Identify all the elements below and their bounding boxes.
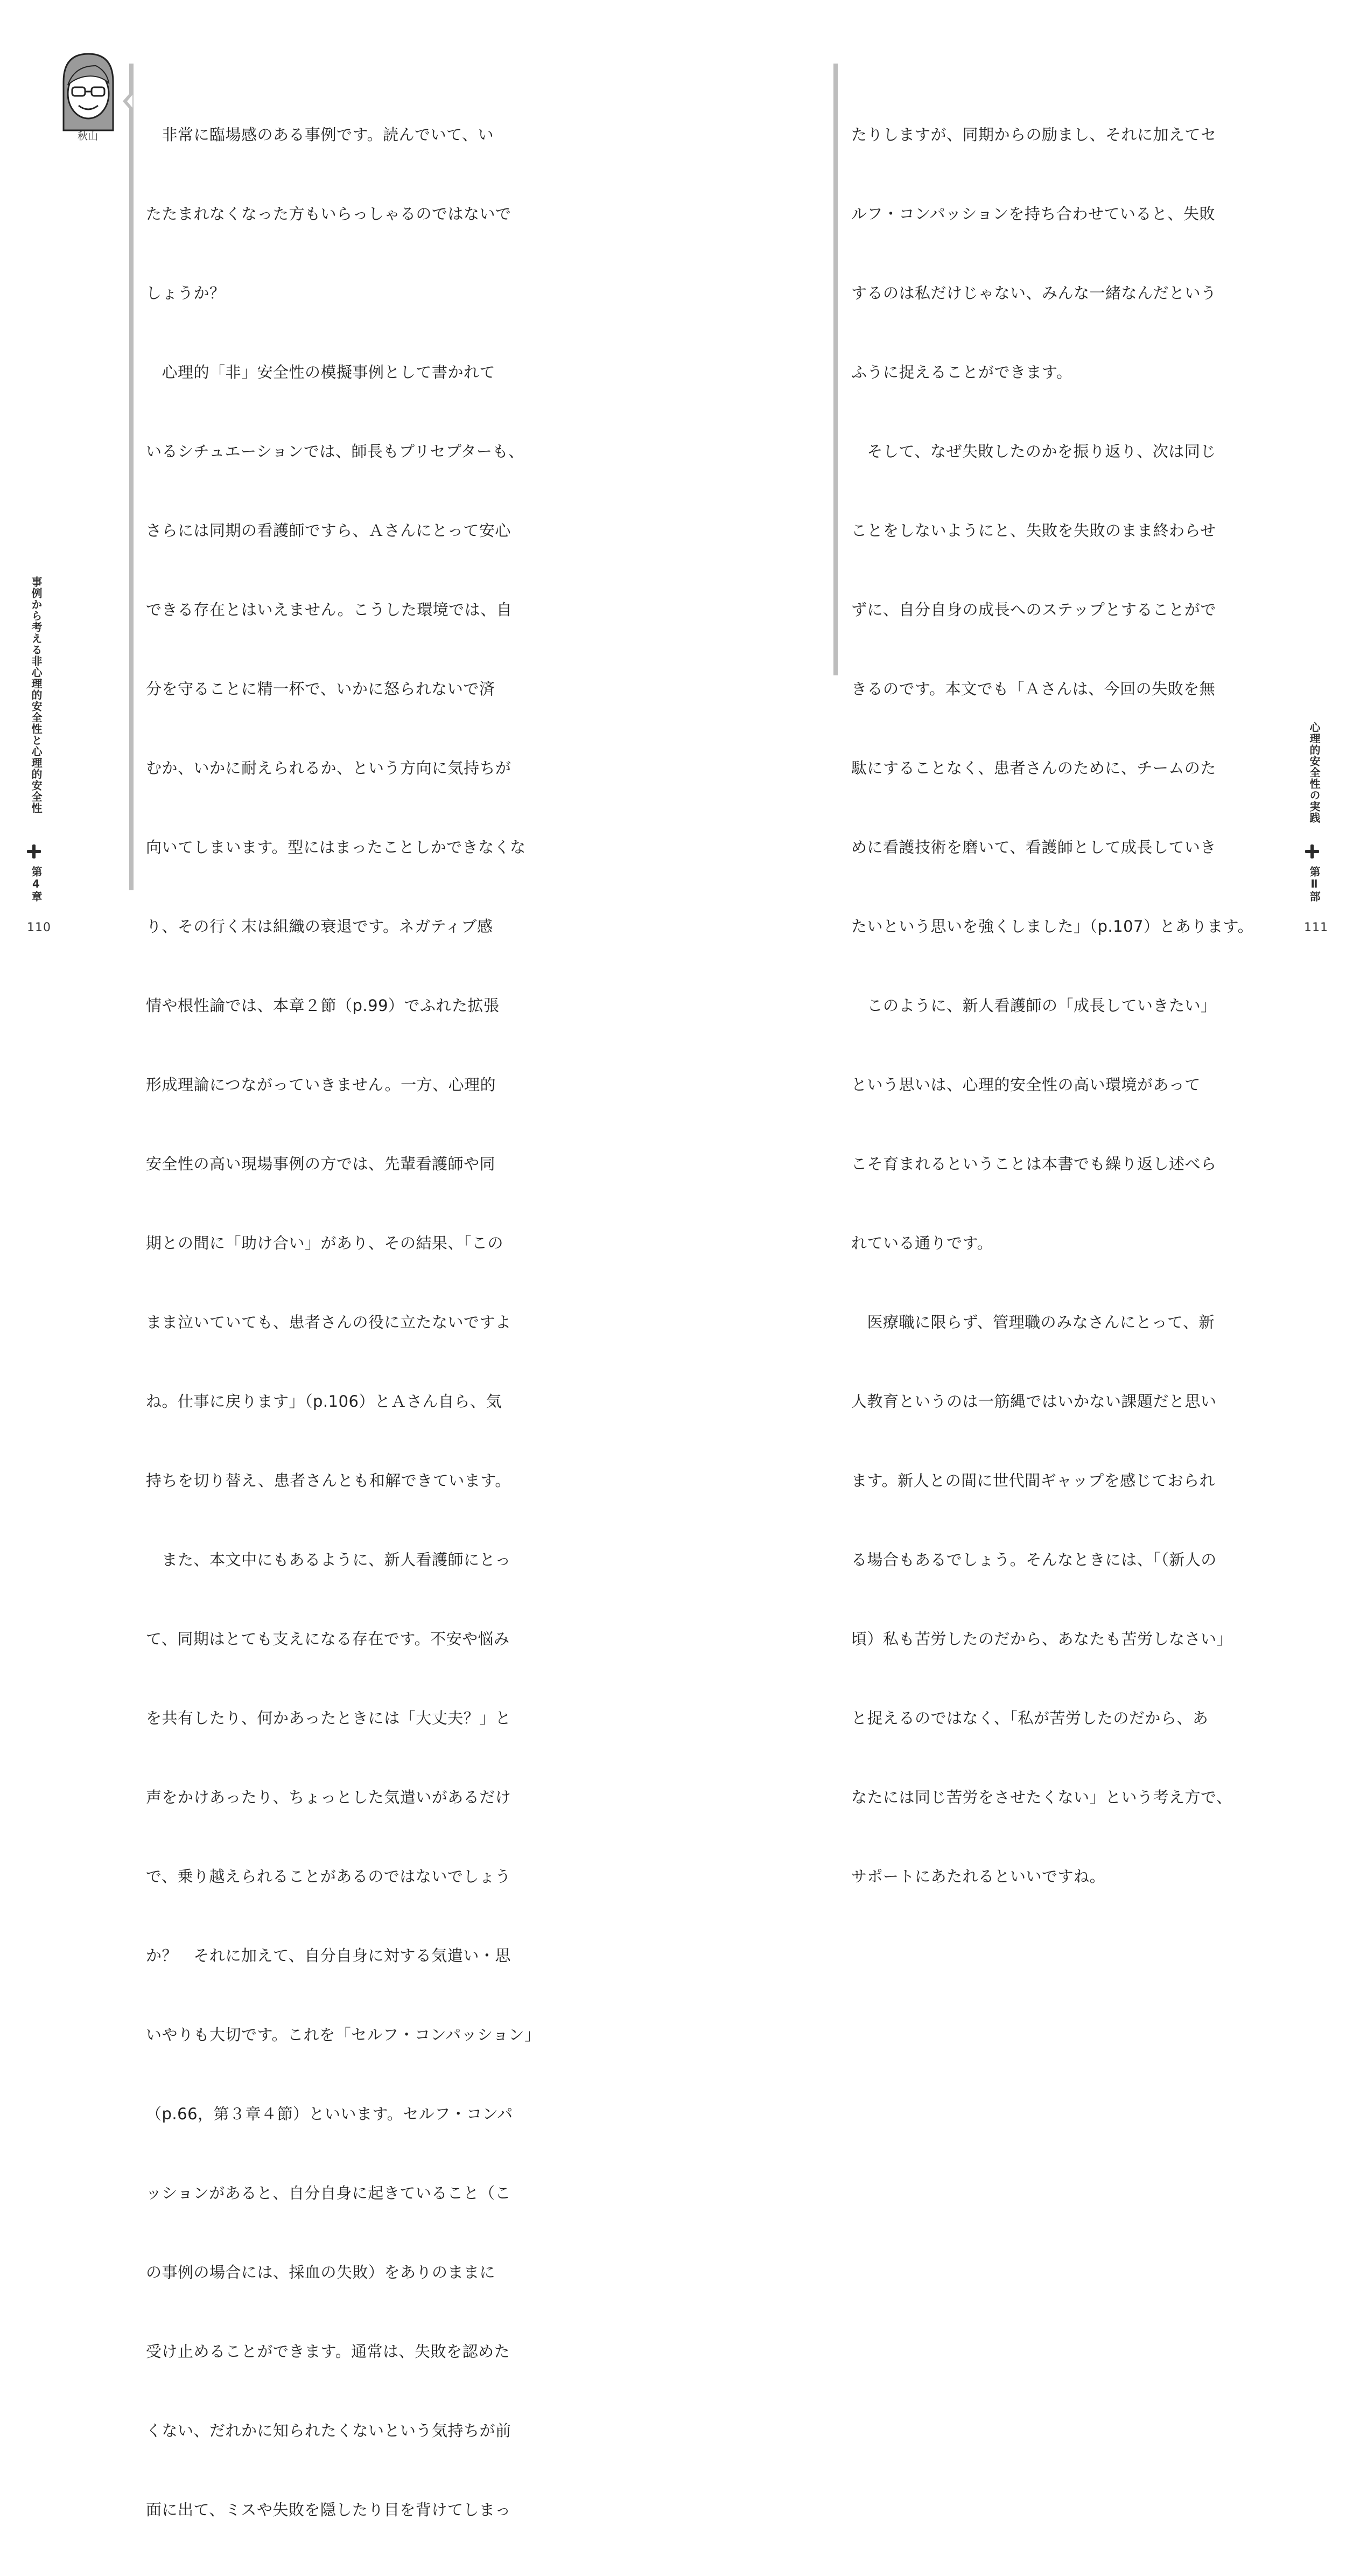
right-body-text [851, 69, 1253, 1916]
woman-with-glasses-avatar-icon [53, 50, 124, 130]
left-page [0, 0, 673, 2519]
text-line: いるシチュエーションでは、師長もプリセプターも、 [146, 442, 524, 460]
page-number: 111 [1304, 921, 1328, 934]
text-line: このように、新人看護師の「成長していきたい」 [851, 996, 1217, 1015]
speech-bubble-pointer-inner [127, 95, 132, 108]
text-line: むか、いかに耐えられるか、という方向に気持ちが [146, 759, 511, 777]
speech-bubble-border [129, 64, 134, 890]
text-line: いやりも大切です。これを「セルフ・コンパッション」 [146, 2026, 541, 2044]
text-line: 分を守ることに精一杯で、いかに怒られないで済 [146, 680, 495, 698]
chapter-title: 事例から考える非心理的安全性と心理的安全性 [30, 576, 43, 814]
text-line: サポートにあたれるといいですね。 [851, 1867, 1106, 1886]
text-line: と捉えるのではなく、「私が苦労したのだから、あ [851, 1709, 1209, 1727]
text-line: という思いは、心理的安全性の高い環境があって [851, 1076, 1201, 1094]
text-line: できる存在とはいえません。こうした環境では、自 [146, 601, 513, 619]
text-line: そして、なぜ失敗したのかを振り返り、次は同じ [851, 442, 1216, 460]
text-line: 持ちを切り替え、患者さんとも和解できています。 [146, 1471, 511, 1490]
text-line: たりしますが、同期からの励まし、それに加えてセ [851, 125, 1217, 144]
speech-bubble-border [833, 64, 838, 675]
text-line: ッションがあると、自分自身に起きていること（こ [146, 2184, 511, 2202]
text-line: 安全性の高い現場事例の方では、先輩看護師や同 [146, 1155, 496, 1173]
text-line: る場合もあるでしょう。そんなときには、「（新人の [851, 1551, 1217, 1569]
text-line: するのは私だけじゃない、みんな一緒なんだという [851, 284, 1217, 302]
text-line: を共有したり、何かあったときには「大丈夫？」と [146, 1709, 511, 1727]
text-line: 向いてしまいます。型にはまったことしかできなくな [146, 838, 526, 856]
text-line: て、同期はとても支えになる存在です。不安や悩み [146, 1630, 510, 1648]
page-number: 110 [27, 921, 51, 934]
text-line: ずに、自分自身の成長へのステップとすることがで [851, 601, 1216, 619]
text-line: なたには同じ苦労をさせたくない」という考え方で、 [851, 1788, 1232, 1806]
text-line: り、その行く末は組織の衰退です。ネガティブ感 [146, 917, 493, 936]
text-line: 情や根性論では、本章２節（p.99）でふれた拡張 [146, 996, 500, 1015]
text-line: ふうに捉えることができます。 [851, 363, 1072, 381]
chapter-label: 第4章 [30, 866, 43, 902]
text-line: くない、だれかに知られたくないという気持ちが前 [146, 2421, 511, 2440]
left-body-text [146, 69, 541, 2576]
text-line: さらには同期の看護師ですら、Ａさんにとって安心 [146, 521, 511, 540]
text-line: ことをしないようにと、失敗を失敗のまま終わらせ [851, 521, 1216, 540]
text-line: で、乗り越えられることがあるのではないでしょう [146, 1867, 511, 1886]
text-line: 人教育というのは一筋縄ではいかない課題だと思い [851, 1392, 1217, 1411]
text-line: こそ育まれるということは本書でも繰り返し述べら [851, 1155, 1217, 1173]
text-line: （p.66，第３章４節）といいます。セルフ・コンパ [146, 2105, 513, 2123]
text-line: 心理的「非」安全性の模擬事例として書かれて [146, 363, 496, 381]
text-line: か？ それに加えて、自分自身に対する気遣い・思 [146, 1946, 511, 1965]
text-line: きるのです。本文でも「Ａさんは、今回の失敗を無 [851, 680, 1216, 698]
part-label: 第Ⅱ部 [1308, 866, 1321, 902]
text-line: しょうか？ [146, 284, 226, 302]
text-line: めに看護技術を磨いて、看護師として成長していき [851, 838, 1216, 856]
text-line: 声をかけあったり、ちょっとした気遣いがあるだけ [146, 1788, 511, 1806]
text-line: 期との間に「助け合い」があり、その結果、「この [146, 1234, 504, 1252]
text-line: 頃）私も苦労したのだから、あなたも苦労しなさい」 [851, 1630, 1233, 1648]
text-line: たいという思いを強くしました」（p.107）とあります。 [851, 917, 1254, 936]
text-line: 医療職に限らず、管理職のみなさんにとって、新 [851, 1313, 1215, 1331]
avatar-name: 秋山 [77, 130, 98, 142]
text-line: ルフ・コンパッションを持ち合わせていると、失敗 [851, 205, 1215, 223]
plus-icon [27, 844, 41, 858]
text-line: れている通りです。 [851, 1234, 993, 1252]
text-line: 受け止めることができます。通常は、失敗を認めた [146, 2342, 510, 2361]
plus-icon [1305, 844, 1319, 858]
text-line: ます。新人との間に世代間ギャップを感じておられ [851, 1471, 1216, 1490]
text-line: また、本文中にもあるように、新人看護師にとっ [146, 1551, 511, 1569]
text-line: 非常に臨場感のある事例です。読んでいて、い [146, 125, 494, 144]
text-line: 形成理論につながっていきません。一方、心理的 [146, 1076, 496, 1094]
text-line: 面に出て、ミスや失敗を隠したり目を背けてしまっ [146, 2501, 511, 2519]
text-line: たたまれなくなった方もいらっしゃるのではないで [146, 205, 511, 223]
text-line: 駄にすることなく、患者さんのために、チームのた [851, 759, 1216, 777]
text-line: まま泣いていても、患者さんの役に立たないですよ [146, 1313, 511, 1331]
part-title: 心理的安全性の実践 [1308, 722, 1321, 823]
text-line: ね。仕事に戻ります」（p.106）とＡさん自ら、気 [146, 1392, 502, 1411]
text-line: の事例の場合には、採血の失敗）をありのままに [146, 2263, 496, 2281]
